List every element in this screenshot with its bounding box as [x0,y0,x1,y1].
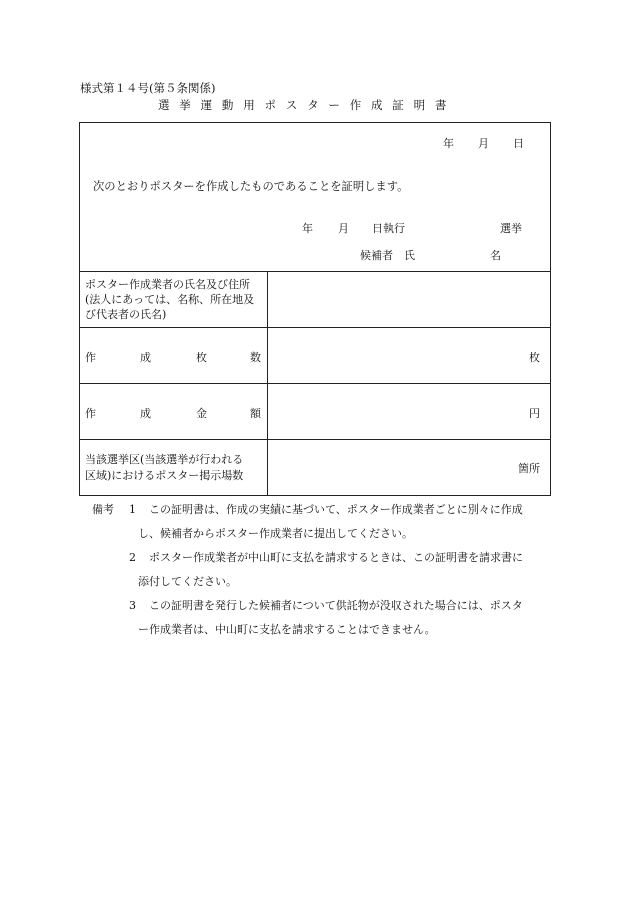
form-number: 様式第１４号(第５条関係) [80,81,216,95]
row-poster-maker-label: ポスター作成業者の氏名及び住所 (法人にあっては、名称、所在地及 び代表者の氏名) [85,278,255,321]
date-month-label: 月 [478,137,489,150]
divider [80,271,550,272]
date-year-label: 年 [443,137,454,150]
row-amount-label-char: 額 [250,407,261,420]
column-divider [267,271,268,495]
note-1-text-line1: この証明書は、作成の実績に基づいて、ポスター作成業者ごとに別々に作成 [149,503,523,516]
candidate-name-suffix: 名 [490,249,501,262]
note-2-text-line2: 添付してください。 [138,575,237,588]
note-3-number: 3 [129,599,136,612]
exec-day-label: 日執行 [372,222,405,235]
exec-year-label: 年 [302,222,313,235]
document-title: 選挙運動用ポスター作成証明書 [158,98,457,112]
row-count-label-char: 数 [250,351,261,364]
exec-month-label: 月 [338,222,349,235]
row-amount-unit: 円 [529,407,540,420]
row-count-label-char: 作 [85,351,96,364]
divider [80,439,550,440]
row-amount-label-char: 作 [85,407,96,420]
row-posting-places-unit: 箇所 [518,462,540,475]
candidate-name-label: 候補者 氏 [360,249,415,262]
note-3-text-line2: ー作成業者は、中山町に支払を請求することはできません。 [138,623,436,636]
certificate-form-table [79,122,551,496]
election-label: 選挙 [500,222,522,235]
date-day-label: 日 [513,137,524,150]
row-count-label-char: 成 [140,351,151,364]
note-1-text-line2: し、候補者からポスター作成業者に提出してください。 [138,527,413,540]
note-1-number: 1 [129,503,136,516]
divider [80,327,550,328]
note-2-text-line1: ポスター作成業者が中山町に支払を請求するときは、この証明書を請求書に [149,551,523,564]
row-amount-label-char: 成 [140,407,151,420]
divider [80,383,550,384]
row-count-unit: 枚 [529,351,540,364]
row-count-label-char: 枚 [196,351,207,364]
certification-statement: 次のとおりポスターを作成したものであることを証明します。 [93,180,409,193]
note-2-number: 2 [129,551,136,564]
notes-heading: 備考 [92,503,114,516]
row-posting-places-label: 当該選挙区(当該選挙が行われる 区域)におけるポスター掲示場数 [85,453,244,482]
note-3-text-line1: この証明書を発行した候補者について供託物が没収された場合には、ポスタ [149,599,523,612]
row-amount-label-char: 金 [196,407,207,420]
